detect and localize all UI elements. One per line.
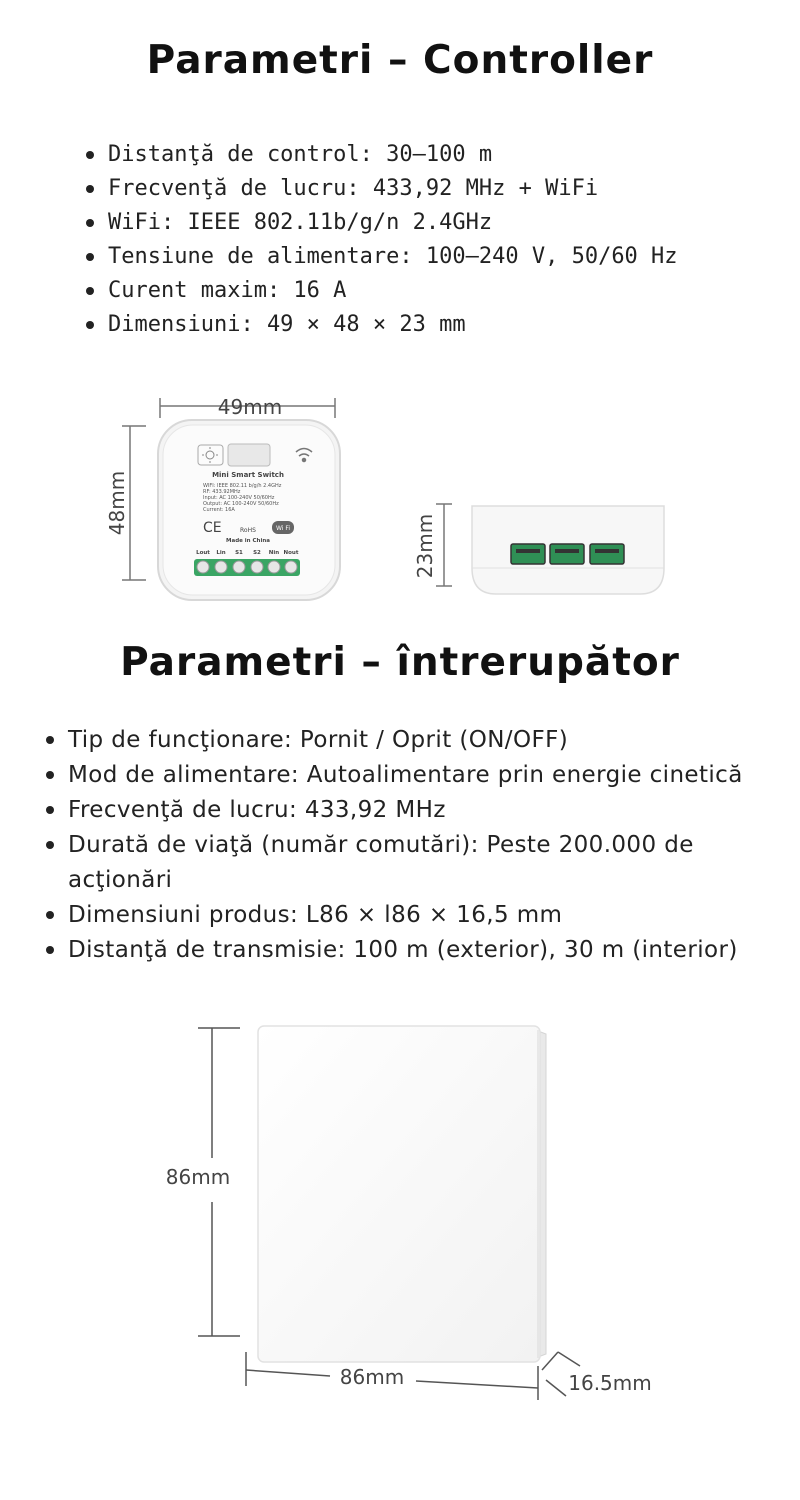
- device-spec-line: Input: AC 100-240V 50/60Hz: [203, 495, 275, 501]
- made-in-label: Made in China: [226, 538, 270, 544]
- list-item: Frecvenţă de lucru: 433,92 MHz + WiFi: [84, 172, 784, 206]
- terminal-label: Lout: [196, 550, 210, 556]
- terminal-label: S1: [235, 550, 243, 556]
- list-item: Dimensiuni: 49 × 48 × 23 mm: [84, 308, 784, 342]
- wifi-badge: Wi Fi: [275, 525, 291, 532]
- switch-spec-list: [44, 723, 789, 968]
- switch-width-label: 86mm: [339, 1365, 405, 1389]
- switch-height-label: 86mm: [165, 1165, 231, 1189]
- terminal-label: Lin: [216, 550, 226, 556]
- switch-title: Parametri – întrerupător: [120, 640, 680, 685]
- controller-device-side: [472, 506, 664, 594]
- list-item: Tensiune de alimentare: 100–240 V, 50/60 Hz: [84, 240, 784, 274]
- controller-title: Parametri – Controller: [146, 38, 654, 83]
- depth-dimension: [436, 504, 452, 586]
- switch-depth-label: 16.5mm: [568, 1371, 652, 1395]
- device-spec-line: Current: 16A: [203, 507, 235, 513]
- controller-device-front: [158, 420, 340, 600]
- device-name: Mini Smart Switch: [212, 471, 284, 479]
- terminal-label: Nout: [283, 550, 299, 556]
- switch-diagram: [0, 1010, 800, 1410]
- height-label: 48mm: [105, 470, 129, 536]
- width-label: 49mm: [217, 395, 283, 419]
- rohs-mark: RoHS: [240, 527, 256, 534]
- list-item: Durată de viaţă (număr comutări): Peste 200.000 de acţionări: [44, 828, 789, 898]
- controller-diagram: [0, 390, 800, 610]
- device-spec-line: RF: 433.92MHz: [203, 489, 241, 495]
- list-item: Dimensiuni produs: L86 × l86 × 16,5 mm: [44, 898, 789, 933]
- list-item: Mod de alimentare: Autoalimentare prin energie cinetică: [44, 758, 789, 793]
- list-item: Tip de funcţionare: Pornit / Oprit (ON/OFF): [44, 723, 789, 758]
- list-item: Curent maxim: 16 A: [84, 274, 784, 308]
- depth-label: 23mm: [413, 513, 437, 579]
- device-spec-line: Output: AC 100-240V 50/60Hz: [203, 501, 279, 507]
- switch-panel: [258, 1026, 546, 1362]
- terminal-label: Nin: [268, 550, 280, 556]
- list-item: Distanţă de control: 30–100 m: [84, 138, 784, 172]
- controller-spec-list: [84, 138, 784, 342]
- list-item: Frecvenţă de lucru: 433,92 MHz: [44, 793, 789, 828]
- list-item: Distanţă de transmisie: 100 m (exterior), 30 m (interior): [44, 933, 789, 968]
- list-item: WiFi: IEEE 802.11b/g/n 2.4GHz: [84, 206, 784, 240]
- terminal-label: S2: [253, 550, 261, 556]
- ce-mark: CE: [203, 520, 222, 536]
- device-spec-line: WIFI: IEEE 802.11 b/g/h 2.4GHz: [203, 483, 282, 489]
